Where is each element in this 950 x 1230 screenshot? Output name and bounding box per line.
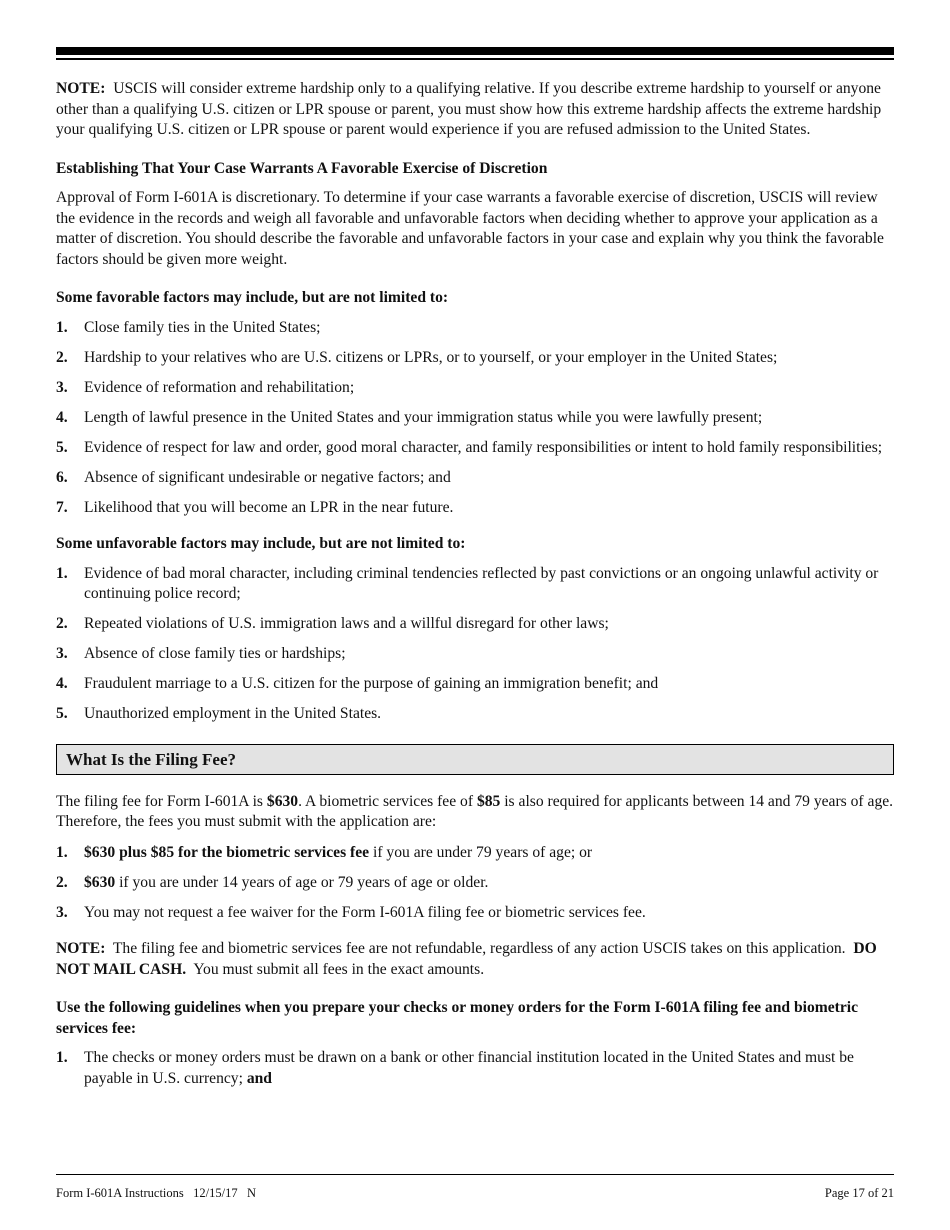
discretion-heading: Establishing That Your Case Warrants A Favorable Exercise of Discretion <box>56 159 548 177</box>
fee-note-label: NOTE: <box>56 940 106 957</box>
list-text: Absence of close family ties or hardships; <box>84 645 346 662</box>
favorable-heading: Some favorable factors may include, but are not limited to: <box>56 289 449 306</box>
list-item <box>56 498 894 519</box>
list-text: if you are under 14 years of age or 79 years of age or older. <box>115 873 489 891</box>
fee-intro-text: . A biometric services fee of <box>298 792 477 810</box>
footer-form-id: Form I-601A Instructions 12/15/17 N <box>56 1186 256 1200</box>
list-text: Evidence of reformation and rehabilitation; <box>84 378 355 396</box>
list-number: 2. <box>56 348 68 366</box>
list-item <box>56 408 894 429</box>
list-item <box>56 318 894 339</box>
list-text: Unauthorized employment in the United States. <box>84 705 382 722</box>
guidelines-heading: Use the following guidelines when you prepare your checks or money orders for the Form I-601A filing fee and biometric services fee: <box>56 999 859 1037</box>
list-number: 1. <box>56 318 68 336</box>
note-paragraph <box>56 79 894 141</box>
note-label: NOTE: <box>56 80 106 97</box>
fee-intro-text: is also required for applicants between 14 and 79 years of age. Therefore, the fees you must submit with the application are: <box>56 792 894 830</box>
list-item <box>56 674 894 695</box>
list-item <box>56 564 894 605</box>
list-item <box>56 704 894 725</box>
note-text: USCIS will consider extreme hardship only to a qualifying relative. If you describe extreme hardship to yourself or anyone other than a qualifying U.S. citizen or LPR spouse or parent, you must show how this extreme hardship affects the extreme hardship your qualifying U.S. citizen or LPR spouse or parent would experience if you are refused admission to the United States. <box>56 80 882 138</box>
list-number: 1. <box>56 843 68 861</box>
list-number: 3. <box>56 645 68 662</box>
list-bold-text: $630 <box>84 873 116 891</box>
list-text: Close family ties in the United States; <box>84 318 321 336</box>
list-text: The checks or money orders must be drawn on a bank or other financial institution located in the United States and must be payable in U.S. currency; <box>84 1049 854 1087</box>
fee-list <box>56 843 894 924</box>
list-item <box>56 644 894 665</box>
list-number: 1. <box>56 564 68 582</box>
list-item <box>56 873 894 894</box>
filing-fee-section-title: What Is the Filing Fee? <box>56 744 894 775</box>
list-item <box>56 348 894 369</box>
fee-note-text: You must submit all fees in the exact amounts. <box>186 960 485 978</box>
list-bold-tail: and <box>246 1069 272 1087</box>
list-text: You may not request a fee waiver for the Form I-601A filing fee or biometric services fee. <box>84 903 646 921</box>
list-text: Fraudulent marriage to a U.S. citizen for the purpose of gaining an immigration benefit; and <box>84 675 659 692</box>
list-text: Hardship to your relatives who are U.S. citizens or LPRs, or to yourself, or your employer in the United States; <box>84 348 778 366</box>
list-number: 7. <box>56 498 68 516</box>
list-bold-text: $630 plus $85 for the biometric services fee <box>84 843 370 861</box>
list-number: 2. <box>56 873 68 891</box>
list-number: 5. <box>56 705 68 722</box>
list-item <box>56 843 894 864</box>
fee-intro-paragraph <box>56 792 894 833</box>
list-item <box>56 378 894 399</box>
page-content <box>56 79 894 1099</box>
list-item <box>56 438 894 459</box>
list-number: 3. <box>56 378 68 396</box>
fee-intro-text: The filing fee for Form I-601A is <box>56 792 267 810</box>
list-text: Repeated violations of U.S. immigration laws and a willful disregard for other laws; <box>84 615 609 632</box>
footer-rule <box>56 1174 894 1175</box>
list-text: Length of lawful presence in the United States and your immigration status while you were lawfully present; <box>84 408 763 426</box>
list-number: 4. <box>56 408 68 426</box>
guidelines-list <box>56 1048 894 1089</box>
list-number: 4. <box>56 675 68 692</box>
list-item <box>56 614 894 635</box>
list-number: 3. <box>56 903 68 921</box>
fee-amount: $630 <box>266 792 299 810</box>
list-number: 5. <box>56 438 68 456</box>
list-item <box>56 468 894 489</box>
list-item <box>56 903 894 924</box>
discretion-paragraph: Approval of Form I-601A is discretionary. To determine if your case warrants a favorable exercise of discretion, USCIS will review the evidence in the records and weigh all favorable and unfavorable factors when deciding whether to approve your application as a matter of discretion. You should describe the favorable and unfavorable factors in your case and explain why you think the favorable factors should be given more weight. <box>56 189 884 268</box>
unfavorable-heading: Some unfavorable factors may include, but are not limited to: <box>56 535 466 552</box>
list-text: if you are under 79 years of age; or <box>369 843 593 861</box>
unfavorable-list <box>56 564 894 725</box>
biometric-fee-amount: $85 <box>476 792 501 810</box>
list-item <box>56 1048 894 1089</box>
list-number: 6. <box>56 468 68 486</box>
fee-note-bold: DO NOT MAIL CASH. <box>56 940 877 978</box>
list-text: Evidence of respect for law and order, good moral character, and family responsibilities or intent to hold family responsibilities; <box>84 438 883 456</box>
list-number: 1. <box>56 1049 68 1066</box>
top-rule-thin <box>56 58 894 60</box>
document-page <box>56 0 894 1230</box>
list-number: 2. <box>56 615 68 632</box>
top-rule-thick <box>56 47 894 55</box>
list-text: Likelihood that you will become an LPR in the near future. <box>84 498 454 516</box>
fee-note-text: The filing fee and biometric services fee are not refundable, regardless of any action USCIS takes on this application. <box>105 940 854 957</box>
fee-note-paragraph <box>56 939 894 980</box>
favorable-list <box>56 318 894 519</box>
list-text: Absence of significant undesirable or negative factors; and <box>84 468 451 486</box>
footer-page-number: Page 17 of 21 <box>824 1186 894 1200</box>
list-text: Evidence of bad moral character, including criminal tendencies reflected by past convictions or an ongoing unlawful activity or continuing police record; <box>84 564 879 602</box>
